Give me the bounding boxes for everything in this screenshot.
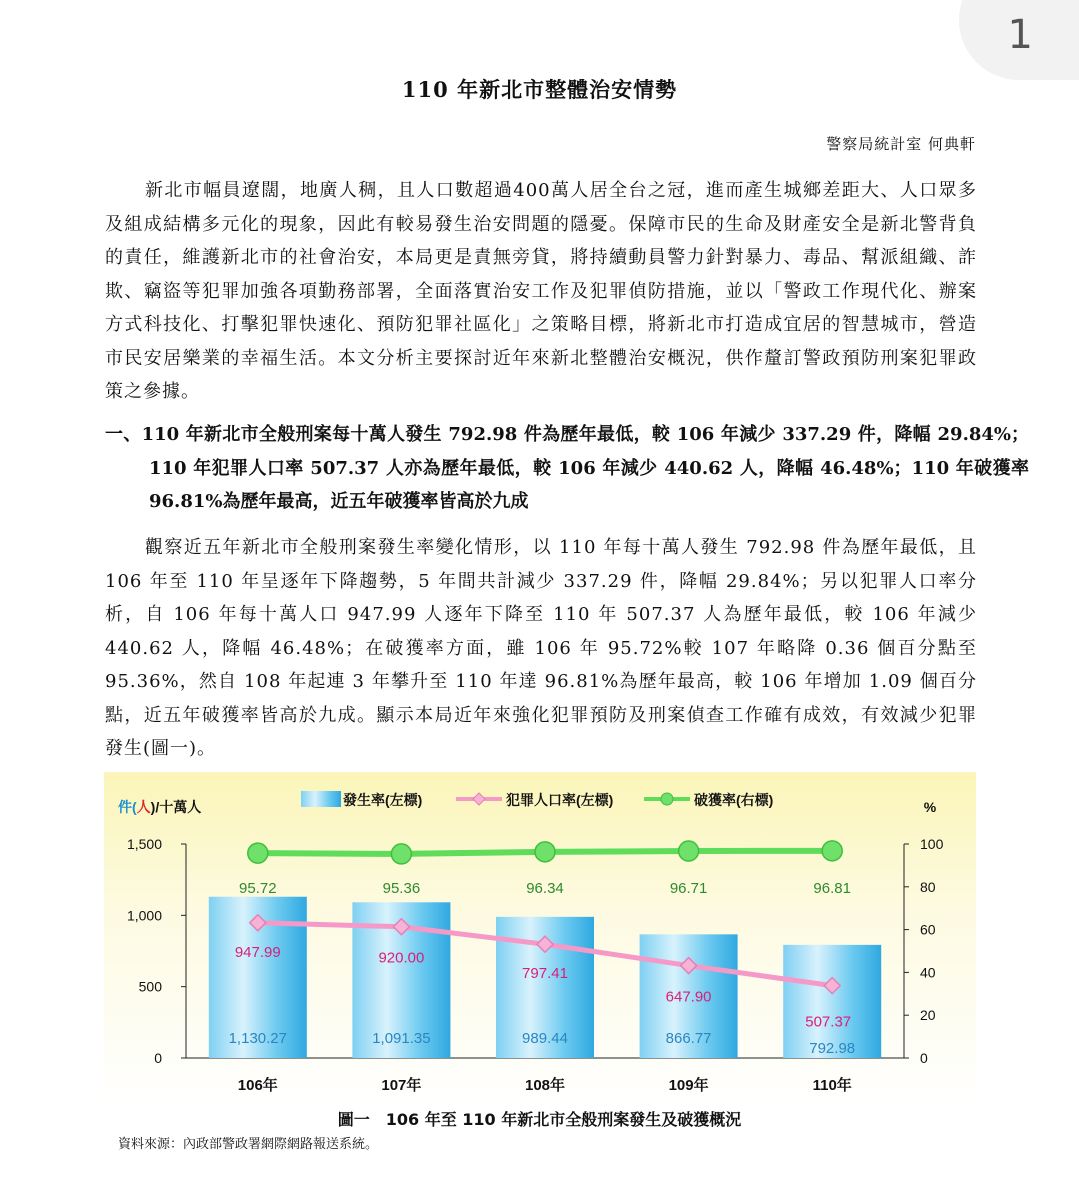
- solve-rate-value-label: 95.72: [239, 880, 277, 897]
- point-solve-rate: [248, 843, 268, 863]
- legend-label-solve-rate: 破獲率(右標): [694, 792, 774, 808]
- bar-value-label: 989.44: [522, 1030, 568, 1047]
- solve-rate-value-label: 96.34: [526, 880, 564, 897]
- legend-label-incidence-rate: 發生率(左標): [343, 792, 423, 808]
- left-axis-label: 件(人)/十萬人: [118, 799, 202, 815]
- bar-value-label: 1,130.27: [228, 1030, 287, 1047]
- point-solve-rate: [535, 842, 555, 862]
- analysis-paragraph: 觀察近五年新北市全般刑案發生率變化情形，以 110 年每十萬人發生 792.98 件為歷年最低，且 106 年至 110 年呈逐年下降趨勢，5 年間共計減少 337.29 件，降幅 29.84%；另以犯罪人口率分析，自 106 年每十萬人口 947.99 人逐年下降至 110 年 507.37 人為歷年最低，較 106 年減少 440.62 人，降幅 46.48%；在破獲率方面，雖 106 年 95.72%較 107 年略降 0.36 個百分點至 95.36%，然自 108 年起連 3 年攀升至 110 年達 96.81%為歷年最高，較 106 年增加 1.09 個百分點，近五年破獲率皆高於九成。顯示本局近年來強化犯罪預防及刑案偵查工作確有成效，有效減少犯罪發生(圖一)。: [105, 537, 977, 759]
- legend-label-crime-population-rate: 犯罪人口率(左標): [506, 792, 614, 808]
- left-tick-label: 0: [154, 1050, 162, 1066]
- point-solve-rate: [679, 841, 699, 861]
- point-solve-rate: [391, 844, 411, 864]
- right-tick-label: 0: [920, 1050, 928, 1066]
- crime-rate-value-label: 947.99: [234, 943, 281, 961]
- crime-rate-value-label: 647.90: [665, 988, 712, 1006]
- crime-rate-value-label: 920.00: [378, 949, 425, 967]
- chart-canvas: [104, 772, 976, 1105]
- right-tick-label: 20: [920, 1007, 936, 1024]
- solve-rate-value-label: 96.71: [669, 880, 708, 897]
- x-tick-label: 109年: [668, 1077, 709, 1094]
- source-note: 資料來源：內政部警政署網際網路報送系統。: [118, 1137, 379, 1152]
- bar-value-label: 1,091.35: [372, 1030, 431, 1047]
- author-line: 警察局統計室 何典軒: [826, 135, 976, 153]
- bar-value-label: 792.98: [809, 1040, 856, 1057]
- legend-swatch-incidence-rate: [301, 791, 341, 807]
- left-tick-label: 500: [138, 978, 162, 995]
- section-heading-1: 一、110 年新北市全般刑案每十萬人發生 792.98 件為歷年最低，較 106 年減少 337.29 件，降幅 29.84%；110 年犯罪人口率 507.37 人亦為歷年最低，較 106 年減少 440.62 人，降幅 46.48%；110 年破獲率 96.81%為歷年最高，近五年破獲率皆高於九成: [105, 424, 1029, 512]
- point-solve-rate: [822, 841, 842, 861]
- legend-marker-solve-rate: [661, 793, 673, 805]
- intro-paragraph: 新北市幅員遼闊，地廣人稠，且人口數超過400萬人居全台之冠，進而產生城鄉差距大、人口眾多及組成結構多元化的現象，因此有較易發生治安問題的隱憂。保障市民的生命及財產安全是新北警背負的責任，維護新北市的社會治安，本局更是責無旁貸，將持續動員警力針對暴力、毒品、幫派組織、詐欺、竊盜等犯罪加強各項勤務部署，全面落實治安工作及犯罪偵防措施，並以「警政工作現代化、辦案方式科技化、打擊犯罪快速化、預防犯罪社區化」之策略目標，將新北市打造成宜居的智慧城市，營造市民安居樂業的幸福生活。本文分析主要探討近年來新北整體治安概況，供作釐訂警政預防刑案犯罪政策之參據。: [105, 180, 977, 402]
- page-number: 1: [1007, 12, 1033, 58]
- left-tick-label: 1,000: [126, 907, 162, 924]
- solve-rate-value-label: 96.81: [813, 880, 851, 897]
- legend-marker-crime-population-rate: [473, 793, 485, 805]
- crime-statistics-chart: [104, 772, 976, 1105]
- figure-caption: 圖一 106 年至 110 年新北市全般刑案發生及破獲概況: [337, 1110, 742, 1129]
- right-tick-label: 60: [920, 921, 936, 938]
- crime-rate-value-label: 797.41: [522, 965, 568, 983]
- x-tick-label: 108年: [524, 1077, 566, 1094]
- right-tick-label: 100: [920, 836, 944, 852]
- left-tick-label: 1,500: [126, 836, 162, 852]
- crime-rate-value-label: 507.37: [805, 1013, 852, 1031]
- right-tick-label: 80: [920, 878, 936, 895]
- right-axis-label: %: [923, 799, 937, 815]
- x-tick-label: 110年: [812, 1077, 852, 1094]
- x-tick-label: 106年: [237, 1077, 278, 1094]
- document-title: 110 年新北市整體治安情勢: [401, 77, 678, 102]
- x-tick-label: 107年: [381, 1077, 422, 1094]
- bar-value-label: 866.77: [665, 1030, 712, 1047]
- right-tick-label: 40: [920, 964, 936, 981]
- solve-rate-value-label: 95.36: [382, 880, 421, 897]
